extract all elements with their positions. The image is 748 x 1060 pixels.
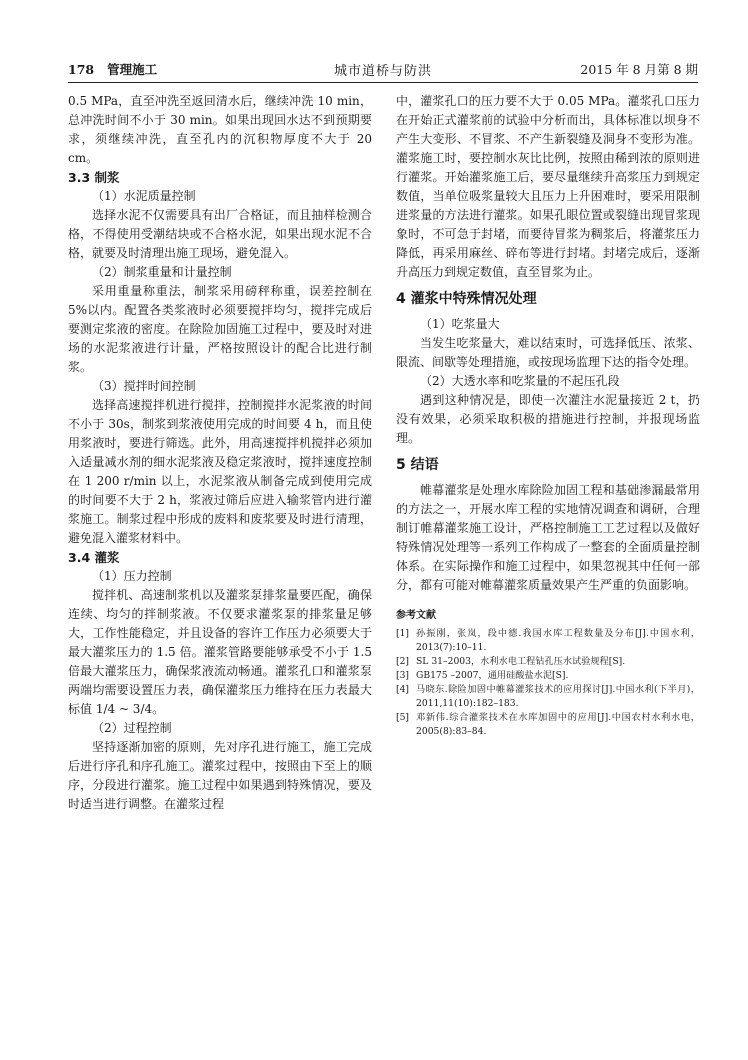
subheading: （2）制浆重量和计量控制: [92, 265, 232, 279]
paragraph: 采用重量称重法，制浆采用磅秤称重，误差控制在 5%以内。配置各类浆液时必须要搅拌均匀，搅拌完成后要测定浆液的密度。在除险加固施工过程中，要及时对进场的水泥浆液进行计量，严格按照设计的配合比进行制浆。: [68, 284, 372, 374]
right-column: [396, 92, 700, 739]
paragraph: 当发生吃浆量大，难以结束时，可选择低压、浓浆、限流、间歇等处理措施，或按现场监理下达的指令处理。: [396, 336, 700, 369]
reference-text: 孙振刚，张岚，段中德.我国水库工程数量及分布[J].中国水利，2013(7):10–11.: [416, 628, 700, 653]
journal-title: 城市道桥与防洪: [333, 64, 432, 79]
page-number: 178: [68, 62, 95, 77]
paragraph: 搅拌机、高速制浆机以及灌浆泵排浆量要匹配，确保连续、均匀的拌制浆液。不仅要求灌浆泵的排浆量足够大，工作性能稳定，并且设备的容许工作压力必须要大于最大灌浆压力的 1.5 倍。灌浆管路要能够承受不小于 1.5 倍最大灌浆压力，确保浆液流动畅通。灌浆孔口和灌浆泵两端均需要设置压力表，确保灌浆压力维持在压力表最大标值 1/4 ~ 3/4。: [68, 588, 372, 716]
subheading: （1）水泥质量控制: [92, 189, 196, 203]
reference-text: 马晓东.除险加固中帷幕灌浆技术的应用探讨[J].中国水利(下半月)，2011,11(10):182–183.: [416, 684, 700, 709]
section-heading-5: 5 结语: [396, 457, 439, 473]
reference-text: SL 31–2003，水利水电工程钻孔压水试验规程[S].: [416, 656, 626, 667]
reference-item: [396, 655, 700, 669]
left-column: [68, 92, 372, 814]
subheading: （2）大透水率和吃浆量的不起压孔段: [420, 374, 620, 388]
subheading: （2）过程控制: [92, 721, 172, 735]
subheading: （1）吃浆量大: [420, 317, 500, 331]
subheading: （3）搅拌时间控制: [92, 379, 196, 393]
reference-item: [396, 683, 700, 711]
reference-item: [396, 627, 700, 655]
reference-text: GB175 –2007，通用硅酸盐水泥[S].: [416, 670, 569, 681]
paragraph: 0.5 MPa，直至冲洗至返回清水后，继续冲洗 10 min，总冲洗时间不小于 30 min。如果出现回水达不到预期要求，须继续冲洗，直至孔内的沉积物厚度不大于 20 cm。: [68, 94, 372, 165]
section-heading-3-4: 3.4 灌浆: [68, 550, 120, 565]
reference-number: [5]: [396, 712, 410, 723]
issue-info: 2015 年 8 月第 8 期: [580, 62, 698, 77]
reference-number: [1]: [396, 628, 410, 639]
reference-item: [396, 711, 700, 739]
section-heading-3-3: 3.3 制浆: [68, 170, 120, 185]
paragraph: 中，灌浆孔口的压力要不大于 0.05 MPa。灌浆孔口压力在开始正式灌浆前的试验中分析而出，具体标准以坝身不产生大变形、不冒浆、不产生新裂缝及洞身不变形为准。灌浆施工时，要控制水灰比比例，按照由稀到浓的原则进行灌浆。开始灌浆施工后，要尽量继续升高浆压力到规定数值，当单位吸浆量较大且压力上升困难时，要采用限制进浆量的方法进行灌浆。如果孔眼位置或裂缝出现冒浆现象时，不可急于封堵，而要待冒浆为稠浆后，将灌浆压力降低，再采用麻丝、碎布等进行封堵。封堵完成后，逐渐升高压力到规定数值，直至冒浆为止。: [396, 94, 700, 279]
page-header: [68, 56, 698, 83]
reference-number: [4]: [396, 684, 410, 695]
reference-number: [3]: [396, 670, 410, 681]
references-title: 参考文献: [396, 610, 436, 621]
subheading: （1）压力控制: [92, 569, 172, 583]
reference-item: [396, 669, 700, 683]
paragraph: 坚持逐渐加密的原则，先对序孔进行施工，施工完成后进行序孔和序孔施工。灌浆过程中，按照由下至上的顺序，分段进行灌浆。施工过程中如果遇到特殊情况，要及时适当进行调整。在灌浆过程: [68, 740, 372, 811]
paragraph: 选择高速搅拌机进行搅拌，控制搅拌水泥浆液的时间不小于 30s，制浆到浆液使用完成的时间要 4 h，而且使用浆液时，要进行筛选。此外，用高速搅拌机搅拌必须加入适量减水剂的细水泥浆液及稳定浆液时，搅拌速度控制在 1 200 r/min 以上，水泥浆液从制备完成到使用完成的时间要不大于 2 h，浆液过筛后应进入输浆管内进行灌浆施工。制浆过程中形成的废料和废浆要及时进行清理，避免混入灌浆材料中。: [68, 398, 372, 545]
references: [396, 609, 700, 739]
paragraph: 遇到这种情况是，即使一次灌注水泥量接近 2 t，扔没有效果，必须采取积极的措施进行控制，并报现场监理。: [396, 393, 700, 445]
section-name: 管理施工: [107, 62, 158, 77]
paragraph: 选择水泥不仅需要具有出厂合格证，而且抽样检测合格，不得使用受潮结块或不合格水泥，如果出现水泥不合格，就要及时清理出施工现场，避免混入。: [68, 208, 372, 260]
reference-text: 邓新伟.综合灌浆技术在水库加固中的应用[J].中国农村水利水电，2005(8):83–84.: [416, 712, 700, 737]
paragraph: 帷幕灌浆是处理水库除险加固工程和基础渗漏最常用的方法之一，开展水库工程的实地情况调查和调研，合理制订帷幕灌浆施工设计，严格控制施工工艺过程以及做好特殊情况处理等一系列工作构成了一整套的全面质量控制体系。在实际操作和施工过程中，如果忽视其中任何一部分，都有可能对帷幕灌浆质量效果产生严重的负面影响。: [396, 483, 700, 592]
reference-number: [2]: [396, 656, 410, 667]
section-heading-4: 4 灌浆中特殊情况处理: [396, 291, 537, 307]
